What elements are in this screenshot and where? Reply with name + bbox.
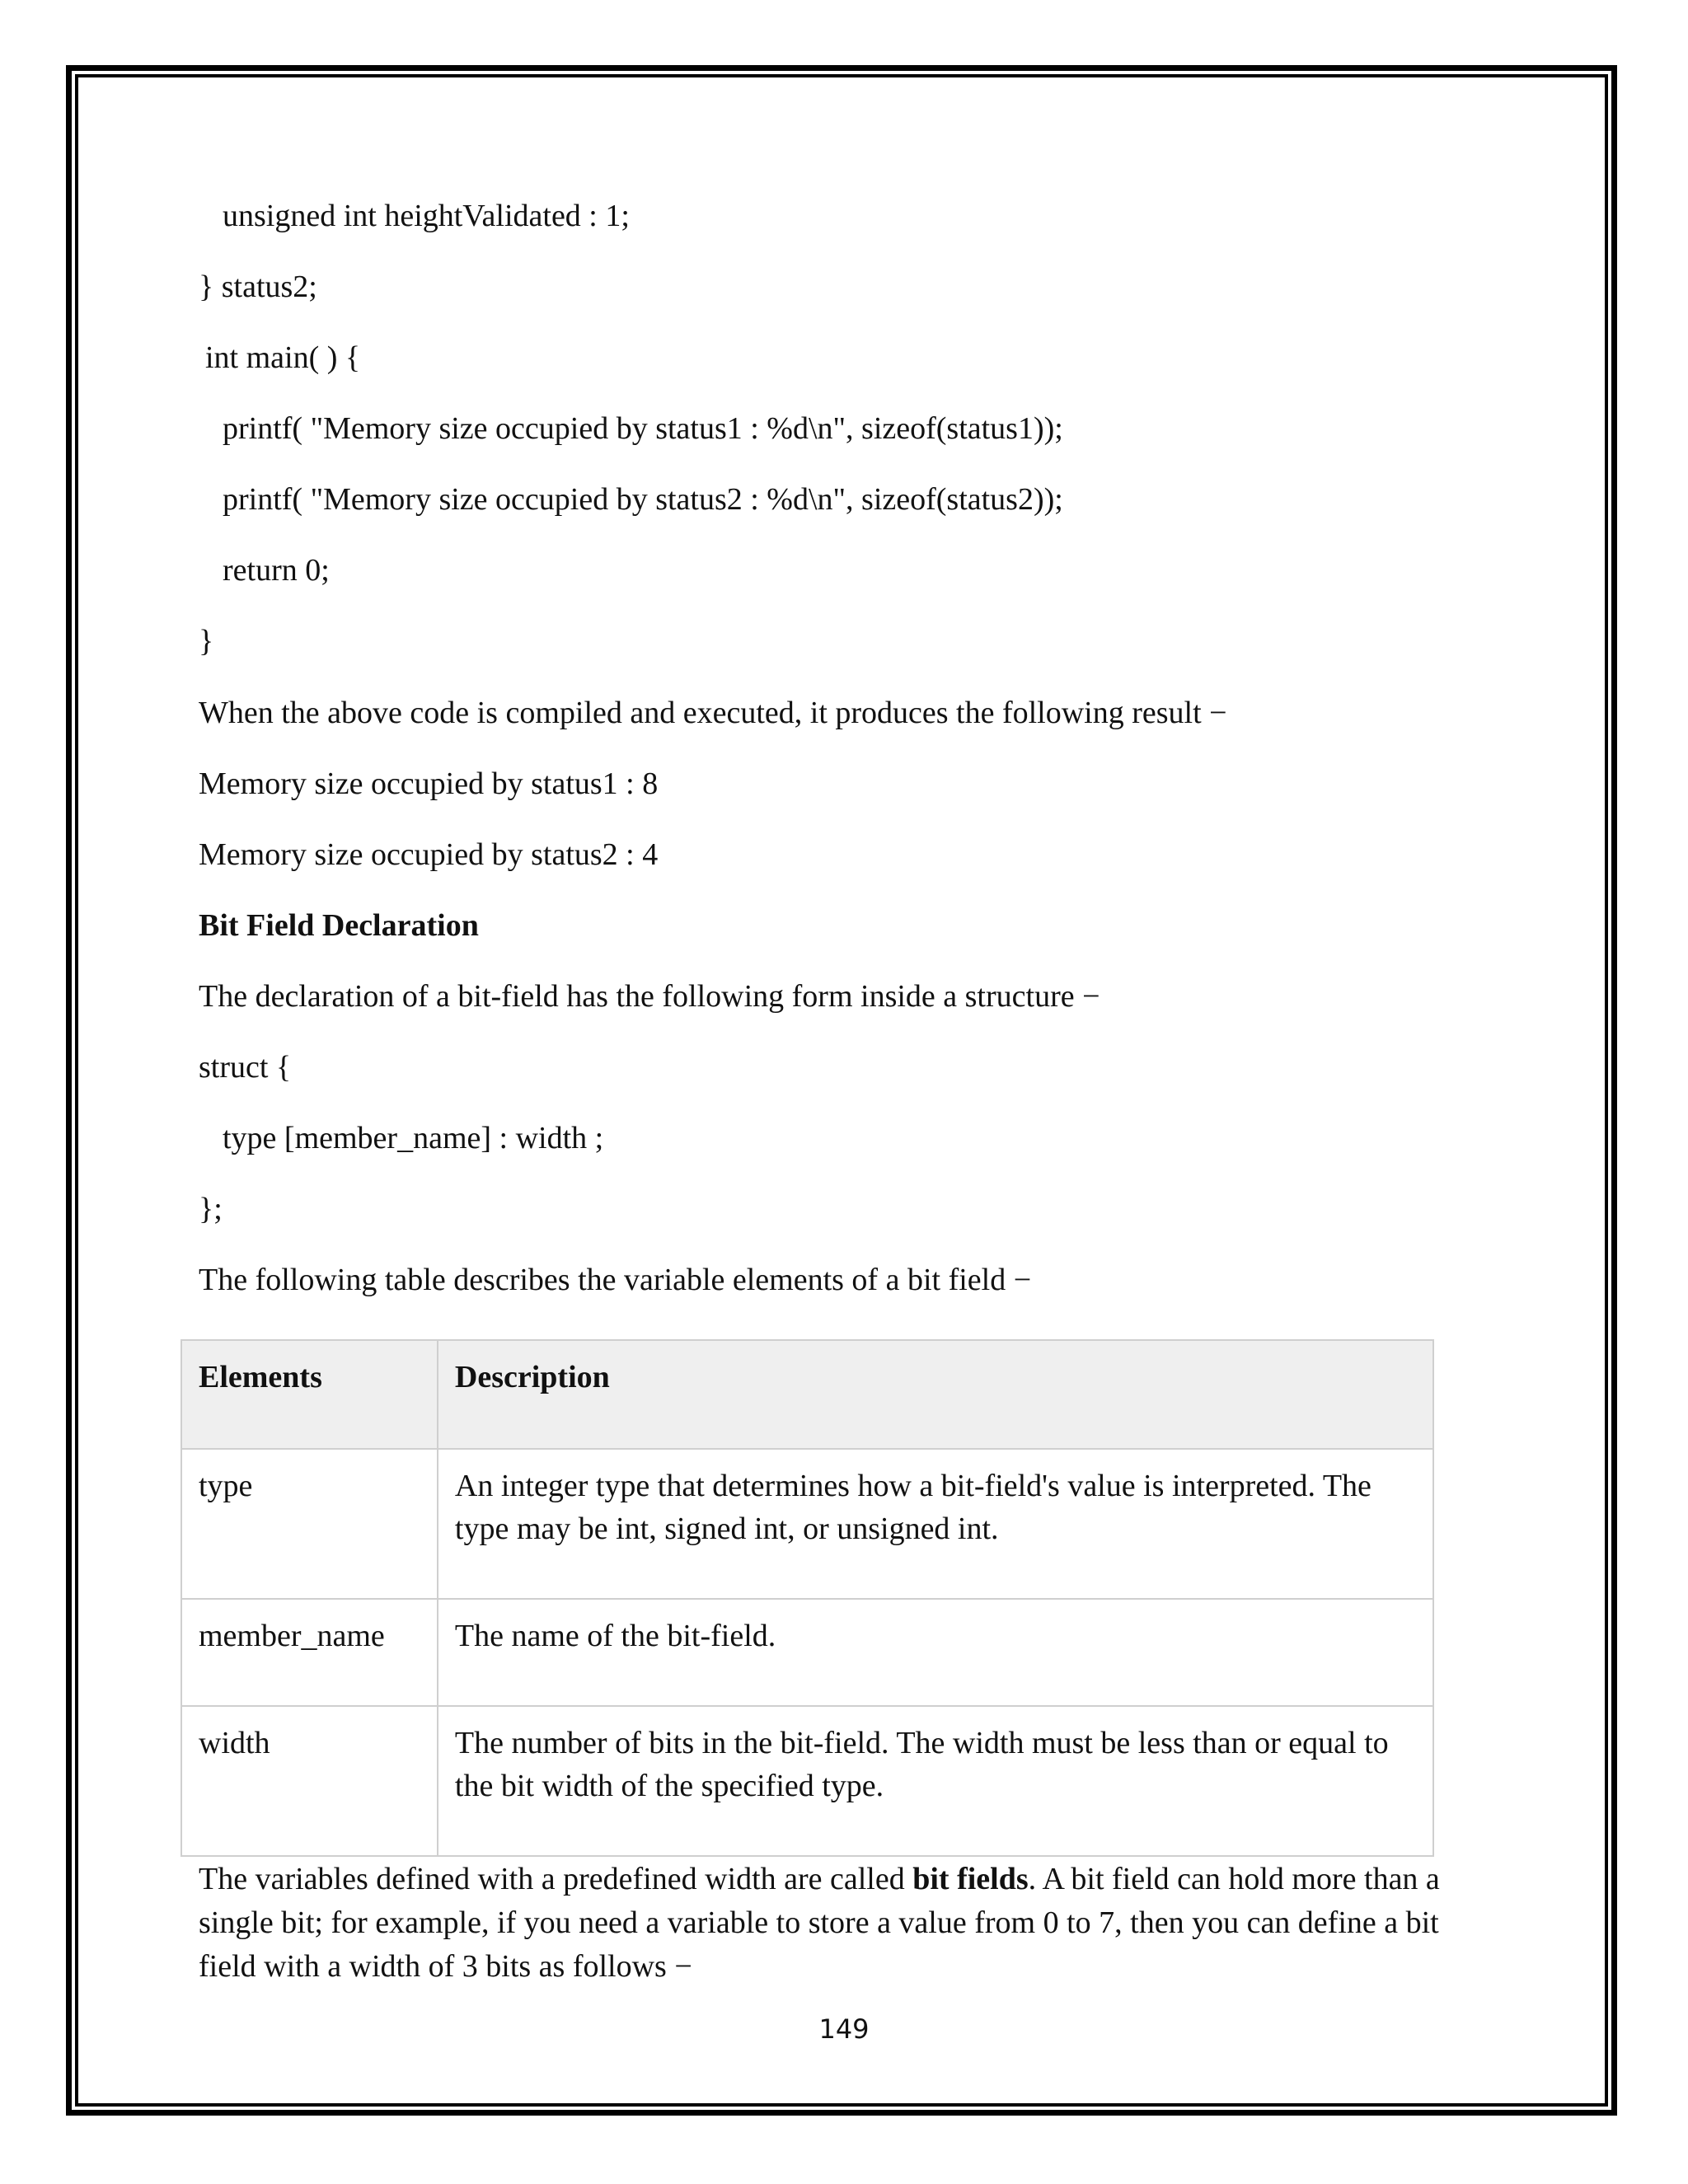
code-line: }; [199,1192,223,1226]
table-intro: The following table describes the variable elements of a bit field − [199,1263,1032,1297]
code-line: return 0; [223,553,330,588]
description-cell: The name of the bit-field. [438,1599,1433,1706]
column-header-description: Description [438,1340,1433,1449]
result-intro: When the above code is compiled and executed, it produces the following result − [199,696,1227,730]
code-line: struct { [199,1050,292,1085]
paragraph-text: The variables defined with a predefined width are called [199,1862,913,1896]
element-cell: width [181,1706,438,1856]
bit-field-elements-table [181,1339,1434,1857]
element-cell: type [181,1449,438,1599]
page-number: 149 [818,2013,870,2045]
element-cell: member_name [181,1599,438,1706]
table-row [181,1706,1433,1856]
output-line: Memory size occupied by status2 : 4 [199,837,659,872]
description-cell: An integer type that determines how a bit-field's value is interpreted. The type may be int, signed int, or unsigned int. [438,1449,1433,1599]
column-header-elements: Elements [181,1340,438,1449]
section-heading: Bit Field Declaration [199,908,479,943]
table-row [181,1449,1433,1599]
code-line: } [199,624,214,658]
code-line: unsigned int heightValidated : 1; [223,199,630,233]
code-line: printf( "Memory size occupied by status1 : %d\n", sizeof(status1)); [223,411,1063,446]
output-line: Memory size occupied by status1 : 8 [199,766,659,801]
code-line: } status2; [199,269,317,304]
code-line: int main( ) { [205,340,361,375]
code-line: printf( "Memory size occupied by status2 : %d\n", sizeof(status2)); [223,482,1063,517]
bold-term: bit fields [912,1862,1029,1896]
declaration-intro: The declaration of a bit-field has the following form inside a structure − [199,979,1100,1014]
table-row [181,1599,1433,1706]
paragraph-text: . A bit field can hold more than a single bit; for example, if you need a variable to store a value from 0 to 7, then you can define a bit field with a width of 3 bits as follows − [199,1862,1440,1984]
table-header-row [181,1340,1433,1449]
code-line: type [member_name] : width ; [223,1121,604,1155]
closing-paragraph [199,1858,1451,1989]
description-cell: The number of bits in the bit-field. The width must be less than or equal to the bit width of the specified type. [438,1706,1433,1856]
